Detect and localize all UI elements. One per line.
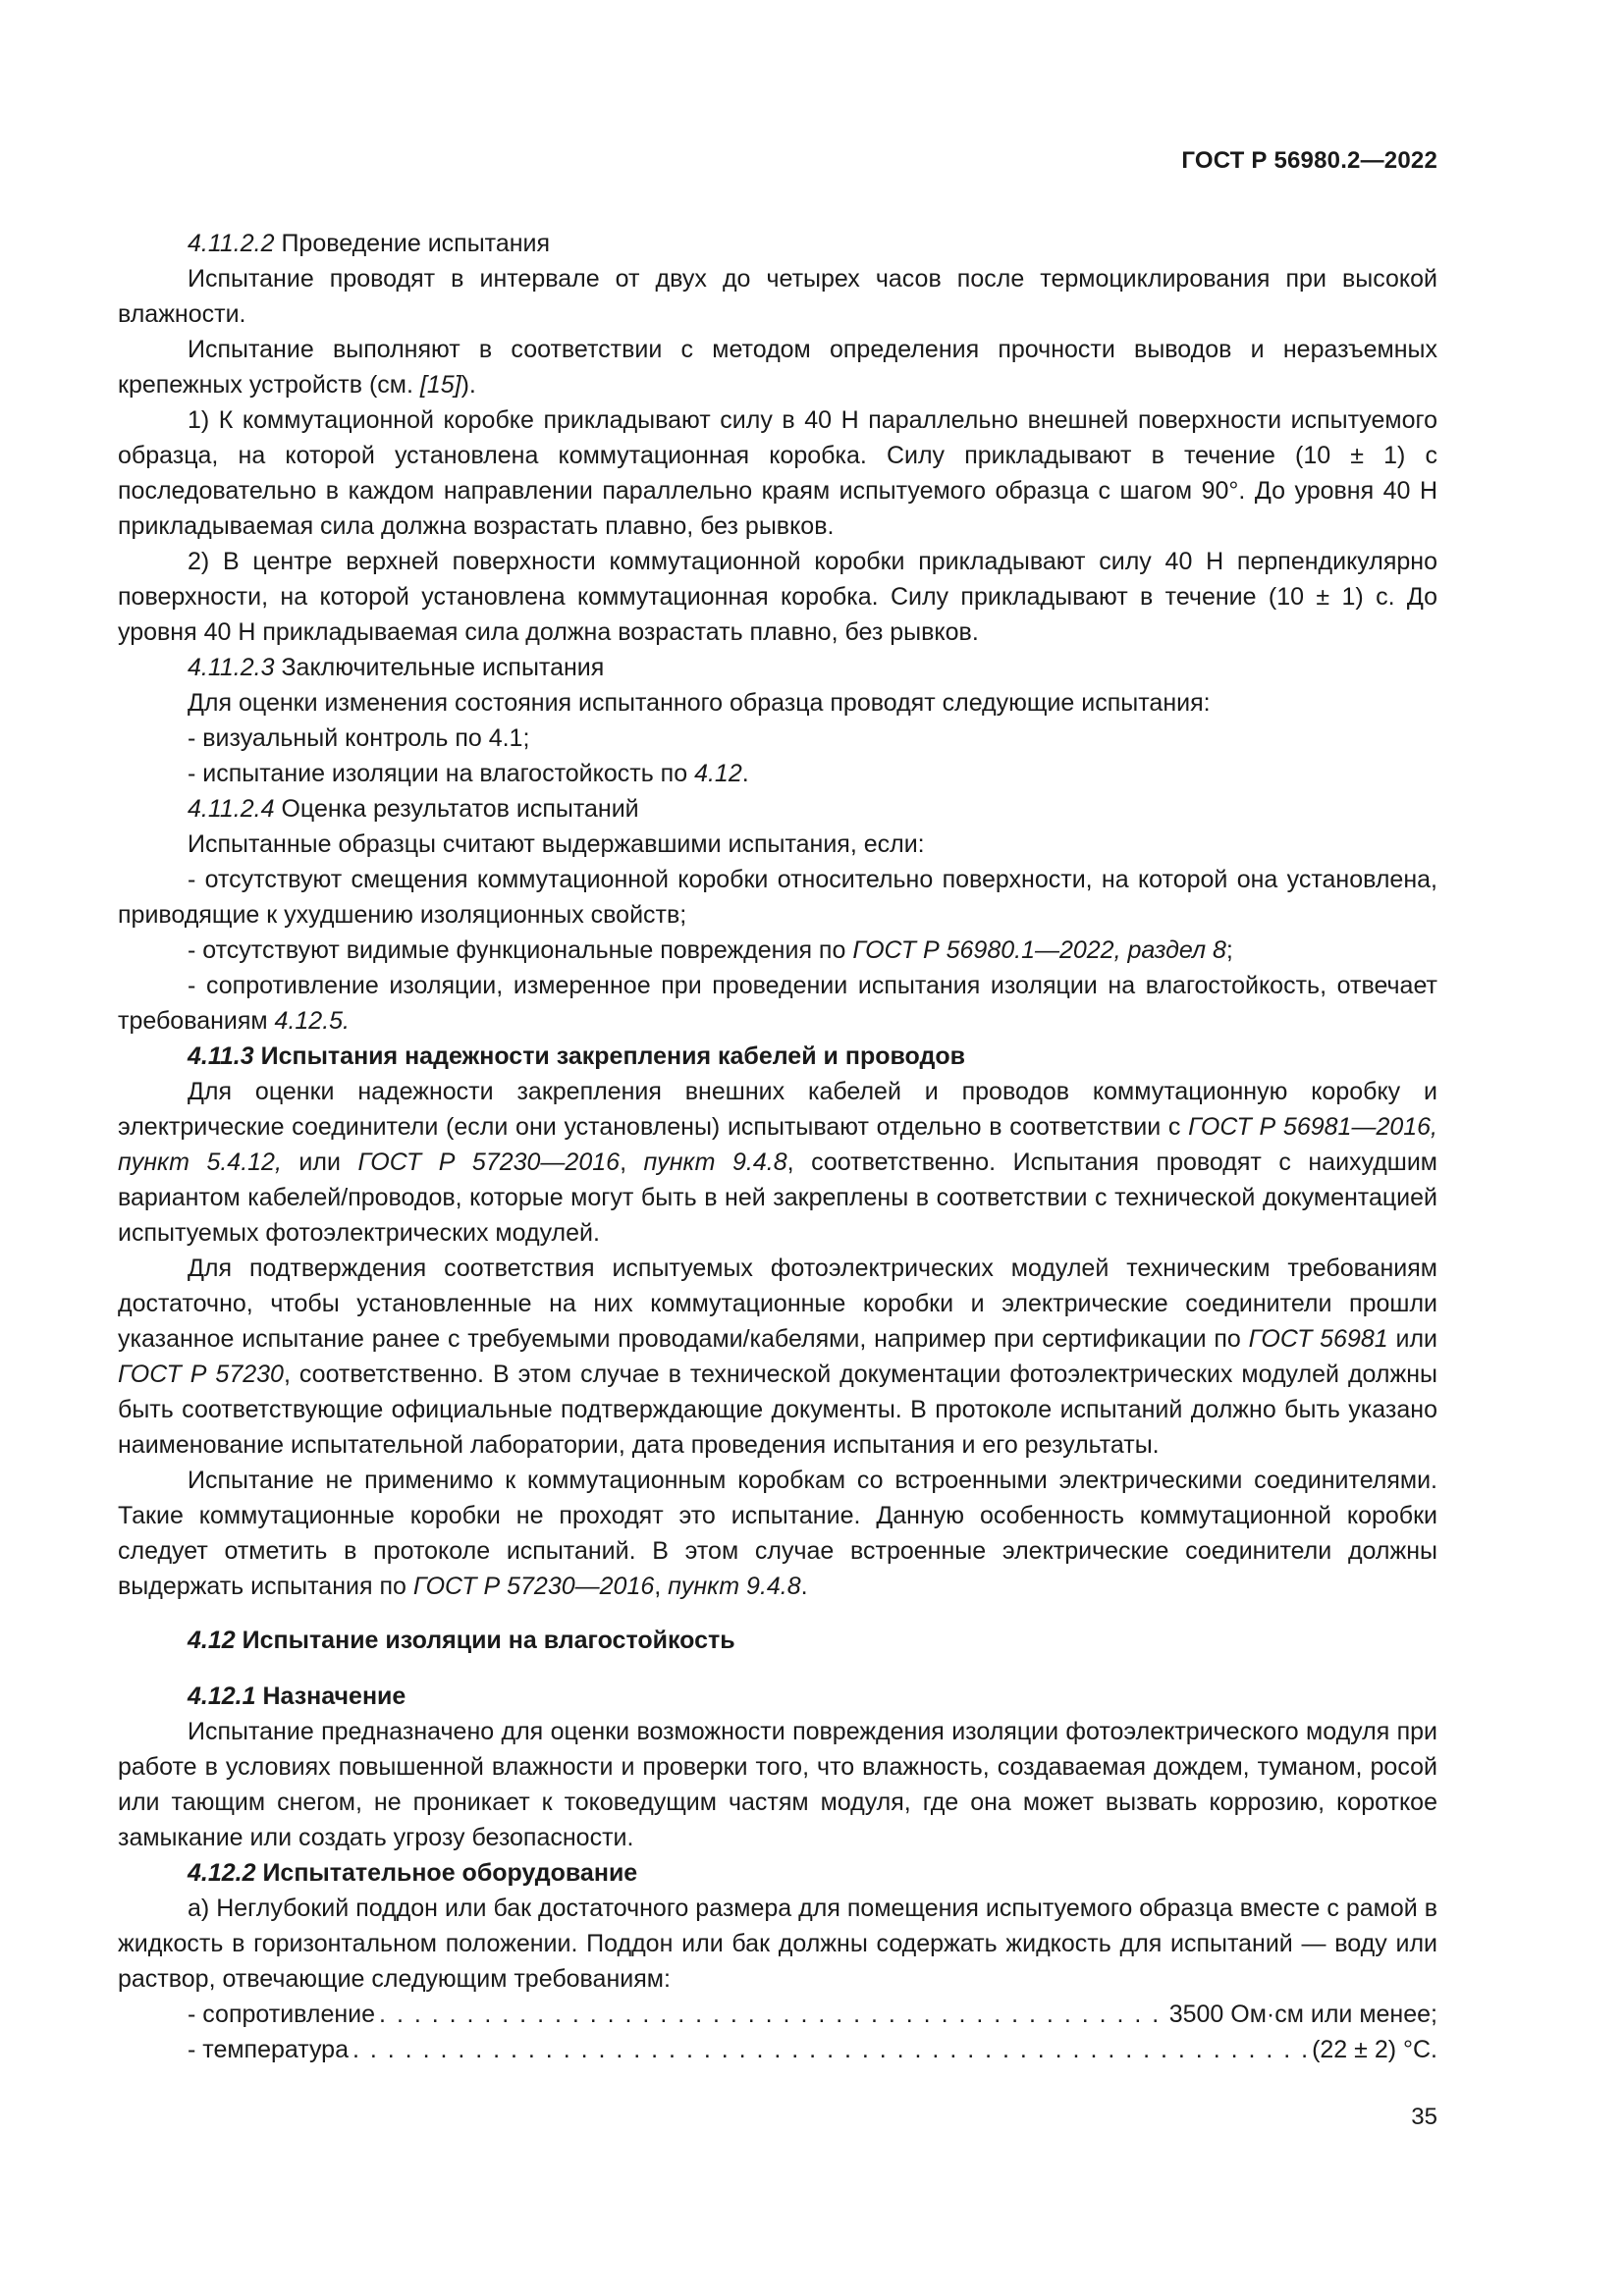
requirement-label: - сопротивление bbox=[188, 2001, 376, 2028]
section-number: 4.12.1 bbox=[188, 1682, 256, 1710]
subsection-heading-4-12-2 bbox=[118, 1855, 1437, 1891]
list-item bbox=[118, 756, 1437, 791]
list-item bbox=[118, 968, 1437, 1039]
requirement-value: 3500 Ом·см или менее; bbox=[1168, 2001, 1437, 2028]
text: . bbox=[800, 1573, 808, 1600]
text: , bbox=[620, 1148, 644, 1176]
section-number: 4.11.3 bbox=[188, 1042, 254, 1070]
page-number: 35 bbox=[1411, 2104, 1437, 2130]
reference: ГОСТ Р 57230 bbox=[118, 1361, 284, 1388]
requirement-value: (22 ± 2) °С. bbox=[1312, 2036, 1437, 2063]
page-header-doc-id: ГОСТ Р 56980.2—2022 bbox=[1181, 147, 1437, 174]
text: , bbox=[654, 1573, 669, 1600]
reference: ГОСТ Р 56980.1—2022, раздел 8 bbox=[852, 936, 1226, 964]
reference: пункт 9.4.8 bbox=[643, 1148, 787, 1176]
paragraph bbox=[118, 1251, 1437, 1463]
text: или bbox=[1387, 1325, 1437, 1353]
paragraph bbox=[118, 332, 1437, 402]
text: - отсутствуют видимые функциональные повреждения по bbox=[188, 936, 853, 964]
paragraph bbox=[118, 1463, 1437, 1604]
section-title: Испытание изоляции на влагостойкость bbox=[235, 1627, 735, 1654]
subsection-heading-4-11-2-4 bbox=[118, 791, 1437, 827]
section-title: Испытания надежности закрепления кабелей и проводов bbox=[253, 1042, 965, 1070]
section-title: Назначение bbox=[255, 1682, 406, 1710]
section-title: Заключительные испытания bbox=[274, 654, 605, 681]
reference: 4.12.5. bbox=[274, 1007, 350, 1035]
reference: 4.12 bbox=[694, 760, 742, 787]
text: , соответственно. Испытания проводят с наихудшим вариантом кабелей/проводов, которые могут быть в ней закреплены в соответствии с технической документацией испытуемых фотоэлектрических модулей. bbox=[118, 1148, 1437, 1247]
subsection-heading-4-11-3 bbox=[118, 1039, 1437, 1074]
list-item bbox=[118, 933, 1437, 968]
section-title: Оценка результатов испытаний bbox=[274, 795, 639, 823]
section-number: 4.12.2 bbox=[188, 1859, 256, 1887]
text: Испытание не применимо к коммутационным коробкам со встроенными электрическими соединителями. Такие коммутационные коробки не проходят это испытание. Данную особенность коммутационной коробки следует отметить в протоколе испытаний. В этом случае встроенные электрические соединители должны выдержать испытания по bbox=[118, 1467, 1437, 1600]
dot-leader bbox=[352, 2032, 1308, 2067]
reference: [15] bbox=[419, 371, 461, 399]
section-number: 4.11.2.2 bbox=[188, 230, 275, 257]
list-item: 1) К коммутационной коробке прикладывают силу в 40 Н параллельно внешней поверхности испытуемого образца, на которой установлена коммутационная коробка. Силу прикладывают в течение (10 ± 1) с последовательно в каждом направлении параллельно краям испытуемого образца с шагом 90°. До уровня 40 Н прикладываемая сила должна возрастать плавно, без рывков. bbox=[118, 406, 1437, 540]
list-item: - визуальный контроль по 4.1; bbox=[188, 724, 530, 752]
subsection-heading-4-12-1 bbox=[118, 1679, 1437, 1714]
section-title: Проведение испытания bbox=[274, 230, 551, 257]
page-body bbox=[118, 226, 1437, 2067]
section-number: 4.11.2.3 bbox=[188, 654, 275, 681]
requirement-label: - температура bbox=[188, 2036, 349, 2063]
requirement-resistance bbox=[118, 1997, 1437, 2032]
text: - сопротивление изоляции, измеренное при проведении испытания изоляции на влагостойкость, отвечает требованиям bbox=[118, 972, 1437, 1035]
text: , соответственно. В этом случае в технической документации фотоэлектрических модулей должны быть соответствующие официальные подтверждающие документы. В протоколе испытаний должно быть указано наименование испытательной лаборатории, дата проведения испытания и его результаты. bbox=[118, 1361, 1437, 1459]
paragraph bbox=[118, 1074, 1437, 1251]
section-heading-4-12 bbox=[118, 1623, 1437, 1658]
paragraph: Испытанные образцы считают выдержавшими испытания, если: bbox=[188, 830, 925, 858]
section-number: 4.12 bbox=[188, 1627, 236, 1654]
list-item: 2) В центре верхней поверхности коммутационной коробки прикладывают силу 40 Н перпендикулярно поверхности, на которой установлена коммутационная коробка. Силу прикладывают в течение (10 ± 1) с. До уровня 40 Н прикладываемая сила должна возрастать плавно, без рывков. bbox=[118, 548, 1437, 646]
section-number: 4.11.2.4 bbox=[188, 795, 275, 823]
text: Испытание выполняют в соответствии с методом определения прочности выводов и неразъемных крепежных устройств (см. bbox=[118, 336, 1437, 399]
text: Для подтверждения соответствия испытуемых фотоэлектрических модулей техническим требованиям достаточно, чтобы установленные на них коммутационные коробки и электрические соединители прошли указанное испытание ранее с требуемыми проводами/кабелями, например при сертификации по bbox=[118, 1255, 1437, 1353]
section-title: Испытательное оборудование bbox=[255, 1859, 638, 1887]
reference: ГОСТ 56981 bbox=[1248, 1325, 1388, 1353]
reference: ГОСТ Р 57230—2016 bbox=[357, 1148, 621, 1176]
reference: ГОСТ Р 57230—2016 bbox=[412, 1573, 655, 1600]
text: ). bbox=[460, 371, 476, 399]
text: или bbox=[281, 1148, 358, 1176]
reference: ГОСТ Р 56981—2016, пункт 5.4.12, bbox=[118, 1113, 1438, 1176]
dot-leader bbox=[379, 1997, 1165, 2032]
subsection-heading-4-11-2-2 bbox=[118, 226, 1437, 261]
requirement-temperature bbox=[118, 2032, 1437, 2067]
text: - испытание изоляции на влагостойкость по bbox=[188, 760, 695, 787]
paragraph: Для оценки изменения состояния испытанного образца проводят следующие испытания: bbox=[188, 689, 1211, 717]
subsection-heading-4-11-2-3 bbox=[118, 650, 1437, 685]
text: ; bbox=[1225, 936, 1233, 964]
list-item: - отсутствуют смещения коммутационной коробки относительно поверхности, на которой она установлена, приводящие к ухудшению изоляционных свойств; bbox=[118, 866, 1437, 929]
paragraph: Испытание предназначено для оценки возможности повреждения изоляции фотоэлектрического модуля при работе в условиях повышенной влажности и проверки того, что влажность, создаваемая дождем, туманом, росой или тающим снегом, не проникает к токоведущим частям модуля, где она может вызвать коррозию, короткое замыкание или создать угрозу безопасности. bbox=[118, 1718, 1437, 1851]
paragraph: Испытание проводят в интервале от двух до четырех часов после термоциклирования при высокой влажности. bbox=[118, 265, 1437, 328]
text: . bbox=[741, 760, 749, 787]
text: Для оценки надежности закрепления внешних кабелей и проводов коммутационную коробку и электрические соединители (если они установлены) испытывают отдельно в соответствии с bbox=[118, 1078, 1437, 1141]
list-item: а) Неглубокий поддон или бак достаточного размера для помещения испытуемого образца вместе с рамой в жидкость в горизонтальном положении. Поддон или бак должны содержать жидкость для испытаний — воду или раствор, отвечающие следующим требованиям: bbox=[118, 1895, 1437, 1993]
reference: пункт 9.4.8 bbox=[668, 1573, 801, 1600]
